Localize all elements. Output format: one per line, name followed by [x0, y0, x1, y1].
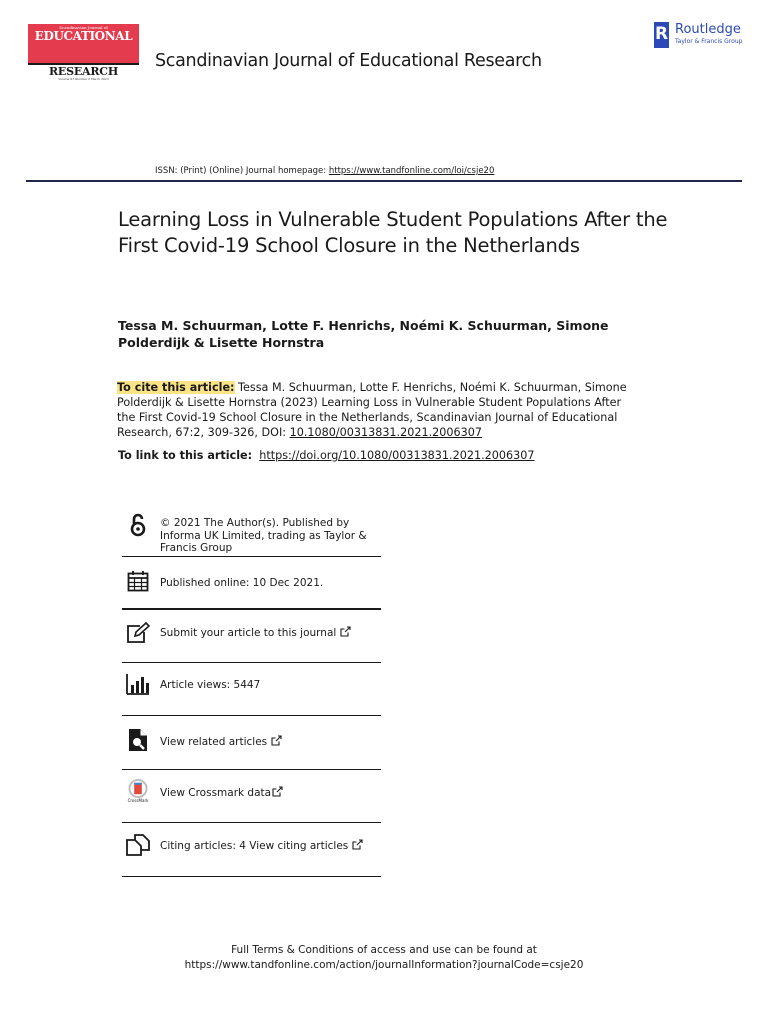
cite-label: To cite this article: — [117, 381, 235, 394]
license-text: © 2021 The Author(s). Published by Informa UK Limited, trading as Taylor & Francis Group — [160, 517, 367, 554]
external-link-icon — [340, 626, 351, 641]
citing-articles-row[interactable] — [122, 823, 381, 877]
article-info-list — [122, 510, 381, 877]
article-views-row — [122, 663, 381, 716]
article-doi-link[interactable]: https://doi.org/10.1080/00313831.2021.2006307 — [259, 449, 535, 462]
published-date: Published online: 10 Dec 2021. — [160, 577, 324, 589]
submit-article-row[interactable] — [122, 610, 381, 663]
issn-text: ISSN: (Print) (Online) Journal homepage: — [155, 166, 329, 176]
logo-small-text: Scandinavian Journal of — [59, 25, 108, 30]
external-link-icon — [352, 839, 363, 854]
calendar-icon — [126, 569, 150, 593]
crossmark-icon-label: CrossMark — [127, 798, 149, 803]
terms-footer — [0, 943, 768, 973]
issn-line — [155, 166, 494, 176]
logo-meta: Volume 67 Number 2 March 2023 — [58, 77, 109, 81]
header-rule — [26, 180, 742, 182]
terms-url[interactable]: https://www.tandfonline.com/action/journalInformation?journalCode=csje20 — [184, 959, 584, 971]
article-title: Learning Loss in Vulnerable Student Populations After the First Covid-19 School Closure in the Netherlands — [118, 208, 668, 257]
published-row — [122, 557, 381, 610]
license-row — [122, 510, 381, 557]
crossmark-row[interactable] — [122, 770, 381, 823]
bar-chart-icon — [126, 672, 150, 696]
article-link-line — [118, 449, 534, 462]
external-link-icon — [272, 786, 283, 801]
publisher-name: Routledge — [675, 22, 741, 37]
open-access-icon — [126, 513, 150, 537]
cite-text: Tessa M. Schuurman, Lotte F. Henrichs, Noémi K. Schuurman, Simone Polderdijk & Lisette Hornstra (2023) Learning Loss in Vulnerable Student Populations After the First Covid-19 School Closure in the Netherlands, Scandinavian Journal of Educational Research, 67:2, 309-326, DOI: — [117, 381, 627, 439]
logo-word-research: RESEARCH — [28, 63, 139, 78]
citing-articles-icon — [126, 833, 150, 857]
terms-text: Full Terms & Conditions of access and use can be found at — [231, 944, 537, 956]
journal-cover-logo — [28, 24, 139, 81]
doi-link[interactable]: 10.1080/00313831.2021.2006307 — [289, 426, 482, 439]
external-link-icon — [271, 735, 282, 750]
crossmark-label: View Crossmark data — [160, 787, 272, 799]
journal-title: Scandinavian Journal of Educational Research — [155, 51, 542, 71]
crossmark-icon — [126, 779, 150, 803]
citing-articles-link[interactable] — [160, 839, 363, 854]
crossmark-link[interactable] — [160, 786, 283, 801]
link-label: To link to this article: — [118, 449, 253, 462]
document-search-icon — [126, 728, 150, 752]
related-articles-link[interactable] — [160, 735, 282, 750]
submit-article-link[interactable] — [160, 626, 351, 641]
journal-homepage-link[interactable]: https://www.tandfonline.com/loi/csje20 — [328, 166, 495, 176]
submit-article-label: Submit your article to this journal — [160, 627, 337, 639]
edit-icon — [126, 621, 150, 645]
article-views: Article views: 5447 — [160, 679, 261, 691]
routledge-mark-icon: R — [654, 22, 669, 48]
related-articles-label: View related articles — [160, 736, 268, 748]
citing-articles-label: Citing articles: 4 View citing articles — [160, 840, 349, 852]
related-articles-row[interactable] — [122, 716, 381, 770]
citation-block — [117, 380, 637, 440]
publisher-logo[interactable] — [654, 22, 749, 50]
logo-word-educational: EDUCATIONAL — [34, 29, 133, 43]
article-authors: Tessa M. Schuurman, Lotte F. Henrichs, Noémi K. Schuurman, Simone Polderdijk & Lisette Hornstra — [118, 318, 609, 350]
publisher-subtitle: Taylor & Francis Group — [675, 38, 743, 45]
